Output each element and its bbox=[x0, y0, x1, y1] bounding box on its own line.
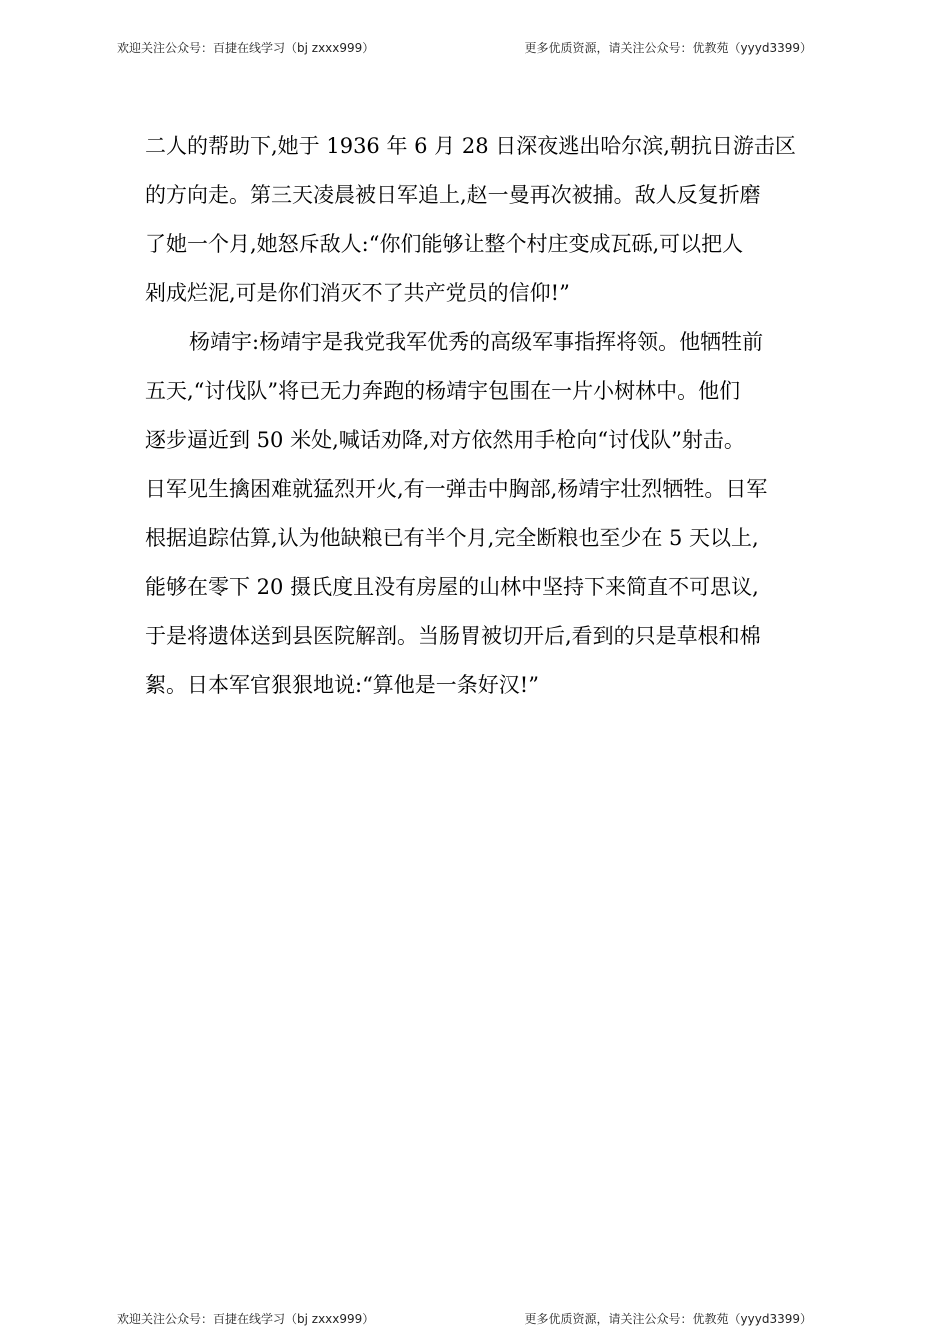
text-line: 了她一个月,她怒斥敌人:“你们能够让整个村庄变成瓦砾,可以把人 bbox=[145, 232, 744, 256]
footer-left-text: 欢迎关注公众号：百捷在线学习（bj zxxx999） bbox=[117, 1312, 375, 1326]
page-footer bbox=[117, 1311, 812, 1327]
text-line: 絮。日本军官狠狠地说:“算他是一条好汉!” bbox=[145, 673, 539, 697]
paragraph-zhao-yiman bbox=[145, 122, 815, 318]
text-line: 根据追踪估算,认为他缺粮已有半个月,完全断粮也至少在 5 天以上, bbox=[145, 526, 759, 550]
header-right-text: 更多优质资源，请关注公众号：优教苑（yyyd3399） bbox=[524, 41, 812, 55]
footer-right-text: 更多优质资源，请关注公众号：优教苑（yyyd3399） bbox=[524, 1312, 812, 1326]
page-header bbox=[117, 40, 812, 56]
text-line: 日军见生擒困难就猛烈开火,有一弹击中胸部,杨靖宇壮烈牺牲。日军 bbox=[145, 477, 768, 501]
text-line: 剁成烂泥,可是你们消灭不了共产党员的信仰!” bbox=[145, 281, 570, 305]
header-left-text: 欢迎关注公众号：百捷在线学习（bj zxxx999） bbox=[117, 41, 375, 55]
text-line: 的方向走。第三天凌晨被日军追上,赵一曼再次被捕。敌人反复折磨 bbox=[145, 183, 761, 207]
text-line: 杨靖宇:杨靖宇是我党我军优秀的高级军事指挥将领。他牺牲前 bbox=[189, 330, 764, 354]
text-line: 能够在零下 20 摄氏度且没有房屋的山林中坚持下来简直不可思议, bbox=[145, 575, 759, 599]
text-line: 二人的帮助下,她于 1936 年 6 月 28 日深夜逃出哈尔滨,朝抗日游击区 bbox=[145, 134, 796, 158]
text-line: 五天,“讨伐队”将已无力奔跑的杨靖宇包围在一片小树林中。他们 bbox=[145, 379, 741, 403]
text-line: 逐步逼近到 50 米处,喊话劝降,对方依然用手枪向“讨伐队”射击。 bbox=[145, 428, 745, 452]
text-line: 于是将遗体送到县医院解剖。当肠胃被切开后,看到的只是草根和棉 bbox=[145, 624, 761, 648]
paragraph-yang-jingyu bbox=[145, 318, 815, 710]
document-body bbox=[145, 122, 815, 710]
